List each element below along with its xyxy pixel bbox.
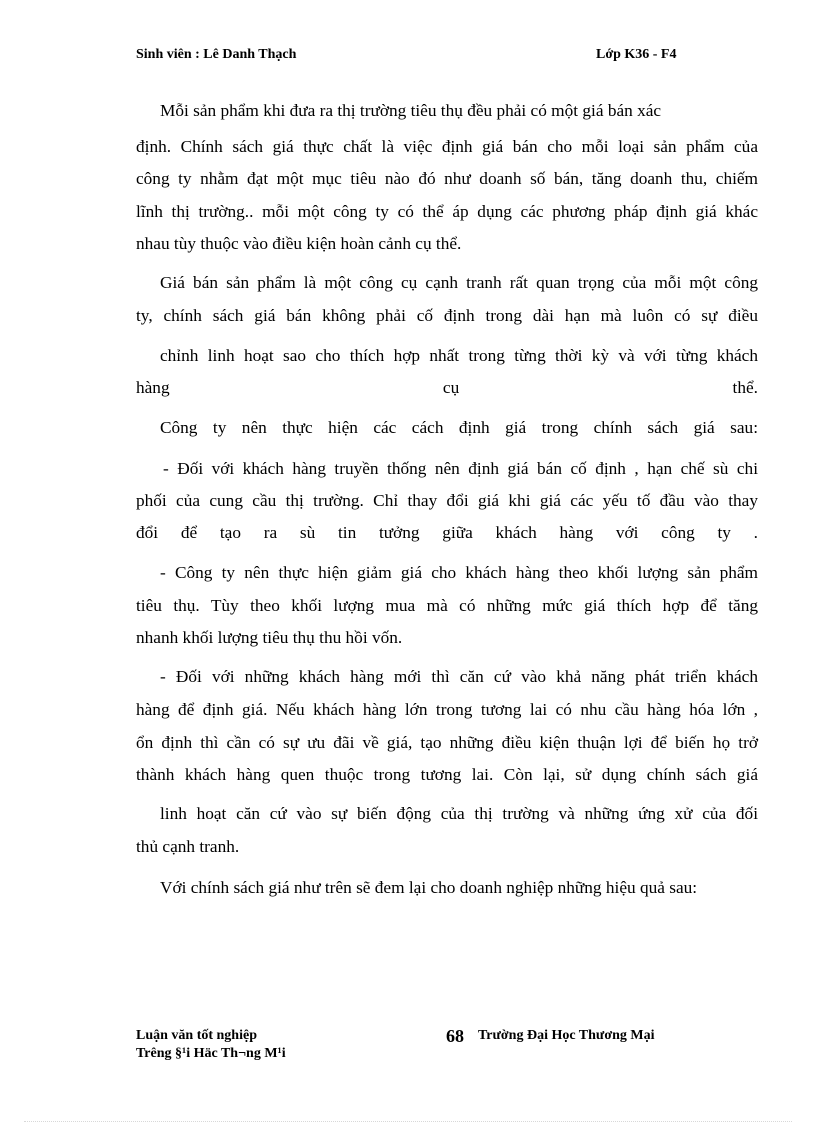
text-line: công ty nhằm đạt một mục tiêu nào đó như doanh số bán, tăng doanh thu, chiếm [136,169,758,188]
text-line: chỉnh linh hoạt sao cho thích hợp nhất trong từng thời kỳ và với từng khách [160,346,758,365]
text-line: thủ cạnh tranh. [136,837,240,856]
text-line: ty, chính sách giá bán không phải cố định trong dài hạn mà luôn có sự điều [136,306,758,325]
text-line: Mỗi sản phẩm khi đưa ra thị trường tiêu thụ đều phải có một giá bán xác [160,101,662,120]
page-number: 68 [446,1026,464,1046]
text-line: ổn định thì cần có sự ưu đãi về giá, tạo những điều kiện thuận lợi để biến họ trở [136,733,758,752]
text-line: - Đối với khách hàng truyền thống nên định giá bán cố định , hạn chế sù chi [163,459,758,478]
text-line: phối của cung cầu thị trường. Chỉ thay đổi giá khi giá các yếu tố đầu vào thay [136,491,758,510]
page-header [136,47,696,67]
text-line: lĩnh thị trường.. mỗi một công ty có thể áp dụng các phương pháp định giá khác [136,202,758,221]
text-line: định. Chính sách giá thực chất là việc định giá bán cho mỗi loại sản phẩm của [136,137,758,156]
text-line: hàng để định giá. Nếu khách hàng lớn trong tương lai có nhu cầu hàng hóa lớn , [136,700,758,719]
text-line: hàng cụ thể. [136,378,758,397]
school-name-garbled: Trêng §¹i Häc Th¬ng M¹i [136,1046,286,1061]
text-line: - Công ty nên thực hiện giảm giá cho khách hàng theo khối lượng sản phẩm [160,563,758,582]
text-line: Công ty nên thực hiện các cách định giá trong chính sách giá sau: [160,418,758,437]
text-line: nhau tùy thuộc vào điều kiện hoàn cảnh cụ thể. [136,234,462,253]
text-line: tiêu thụ. Tùy theo khối lượng mua mà có những mức giá thích hợp để tăng [136,596,758,615]
school-name: Trường Đại Học Thương Mại [478,1028,655,1043]
text-line: nhanh khối lượng tiêu thụ thu hồi vốn. [136,628,403,647]
class-code: Lớp K36 - F4 [596,47,677,62]
text-line: đổi để tạo ra sù tin tưởng giữa khách hàng với công ty . [136,523,758,542]
thesis-label: Luận văn tốt nghiệp [136,1028,257,1043]
page-bottom-divider [24,1121,792,1122]
student-name: Sinh viên : Lê Danh Thạch [136,47,297,62]
text-line: thành khách hàng quen thuộc trong tương lai. Còn lại, sử dụng chính sách giá [136,765,758,784]
text-line: Với chính sách giá như trên sẽ đem lại cho doanh nghiệp những hiệu quả sau: [160,878,698,897]
text-line: - Đối với những khách hàng mới thì căn cứ vào khả năng phát triển khách [160,667,758,686]
text-line: Giá bán sản phẩm là một công cụ cạnh tranh rất quan trọng của mỗi một công [160,273,758,292]
text-line: linh hoạt căn cứ vào sự biến động của thị trường và những ứng xử của đối [160,804,758,823]
